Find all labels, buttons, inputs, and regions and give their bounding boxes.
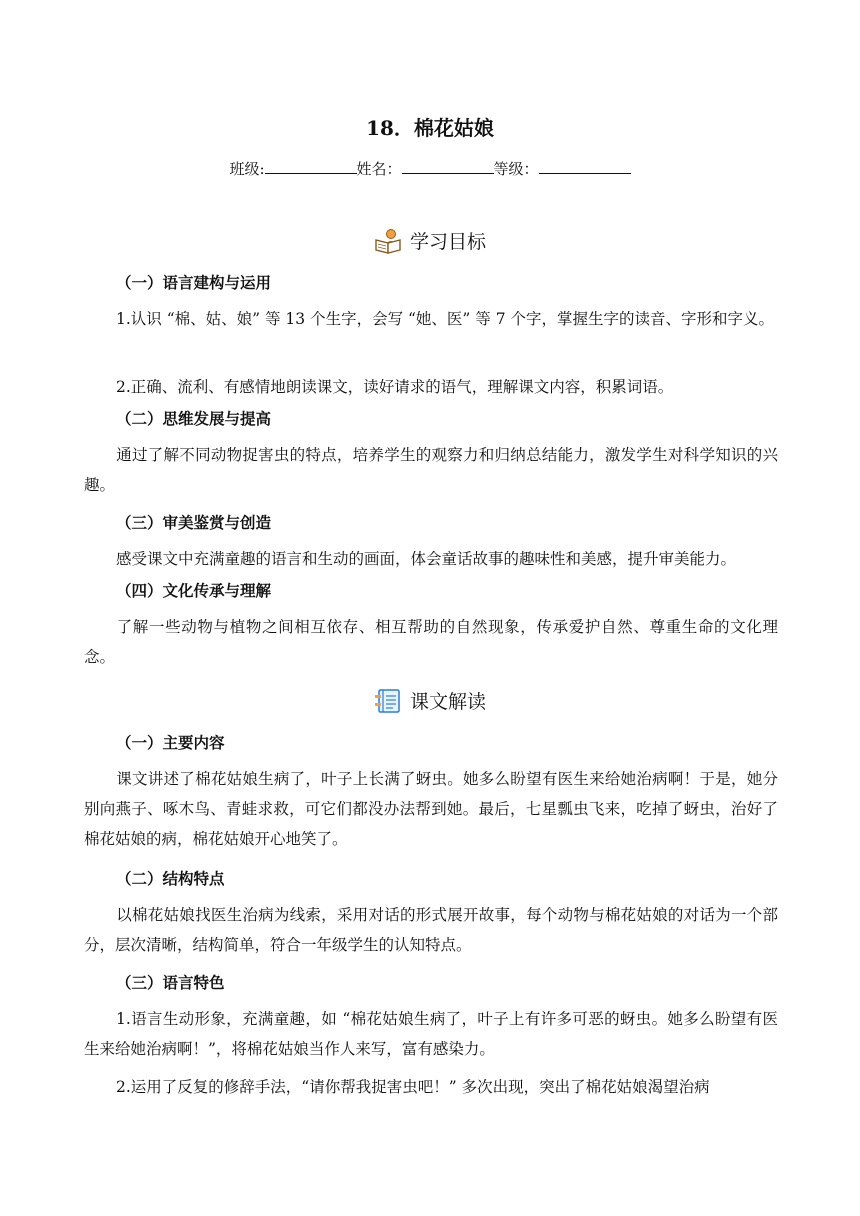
student-info-line — [0, 155, 860, 181]
goals-sub-2: （二）思维发展与提高 — [116, 410, 272, 428]
goals-para-2: 2.正确、流利、有感情地朗读课文，读好请求的语气，理解课文内容，积累词语。 — [116, 378, 674, 396]
name-blank[interactable] — [402, 155, 494, 174]
reading-heading-text: 课文解读 — [409, 691, 486, 713]
reading-para-4: 2.运用了反复的修辞手法，“请你帮我捉害虫吧！” 多次出现，突出了棉花姑娘渴望治病 — [116, 1078, 710, 1096]
reading-sub-1: （一）主要内容 — [116, 734, 225, 752]
goals-para-5: 了解一些动物与植物之间相互依存、相互帮助的自然现象，传承爱护自然、尊重生命的文化理念。 — [84, 618, 778, 666]
class-label: 班级: — [229, 160, 265, 178]
goals-para-3: 通过了解不同动物捉害虫的特点，培养学生的观察力和归纳总结能力，激发学生对科学知识的兴趣。 — [84, 446, 778, 494]
reading-para-2: 以棉花姑娘找医生治病为线索，采用对话的形式展开故事，每个动物与棉花姑娘的对话为一个部分，层次清晰，结构简单，符合一年级学生的认知特点。 — [84, 906, 778, 954]
reading-sub-3: （三）语言特色 — [116, 974, 225, 992]
goals-sub-1: （一）语言建构与运用 — [116, 274, 272, 292]
section-heading-goals — [0, 228, 860, 256]
goals-para-1: 1.认识 “棉、姑、娘” 等 13 个生字，会写 “她、医” 等 7 个字，掌握生字的读音、字形和字义。 — [116, 310, 774, 328]
notebook-icon — [374, 688, 404, 714]
grade-blank[interactable] — [539, 155, 631, 174]
reading-para-1: 课文讲述了棉花姑娘生病了，叶子上长满了蚜虫。她多么盼望有医生来给她治病啊！于是，她分别向燕子、啄木鸟、青蛙求救，可它们都没办法帮到她。最后，七星瓢虫飞来，吃掉了蚜虫，治好了棉花姑娘的病，棉花姑娘开心地笑了。 — [84, 770, 778, 848]
name-label: 姓名： — [356, 160, 402, 178]
page-title: 18．棉花姑娘 — [366, 116, 494, 140]
goals-sub-3: （三）审美鉴赏与创造 — [116, 514, 272, 532]
goals-para-4: 感受课文中充满童趣的语言和生动的画面，体会童话故事的趣味性和美感，提升审美能力。 — [116, 550, 737, 568]
section-heading-reading — [0, 688, 860, 716]
reading-para-3: 1.语言生动形象，充满童趣，如 “棉花姑娘生病了，叶子上有许多可恶的蚜虫。她多么盼望有医生来给她治病啊！”，将棉花姑娘当作人来写，富有感染力。 — [84, 1010, 778, 1058]
reading-person-icon — [374, 228, 404, 254]
reading-sub-2: （二）结构特点 — [116, 870, 225, 888]
goals-sub-4: （四）文化传承与理解 — [116, 582, 272, 600]
goals-heading-text: 学习目标 — [409, 231, 486, 253]
grade-label: 等级： — [493, 160, 539, 178]
class-blank[interactable] — [265, 155, 357, 174]
